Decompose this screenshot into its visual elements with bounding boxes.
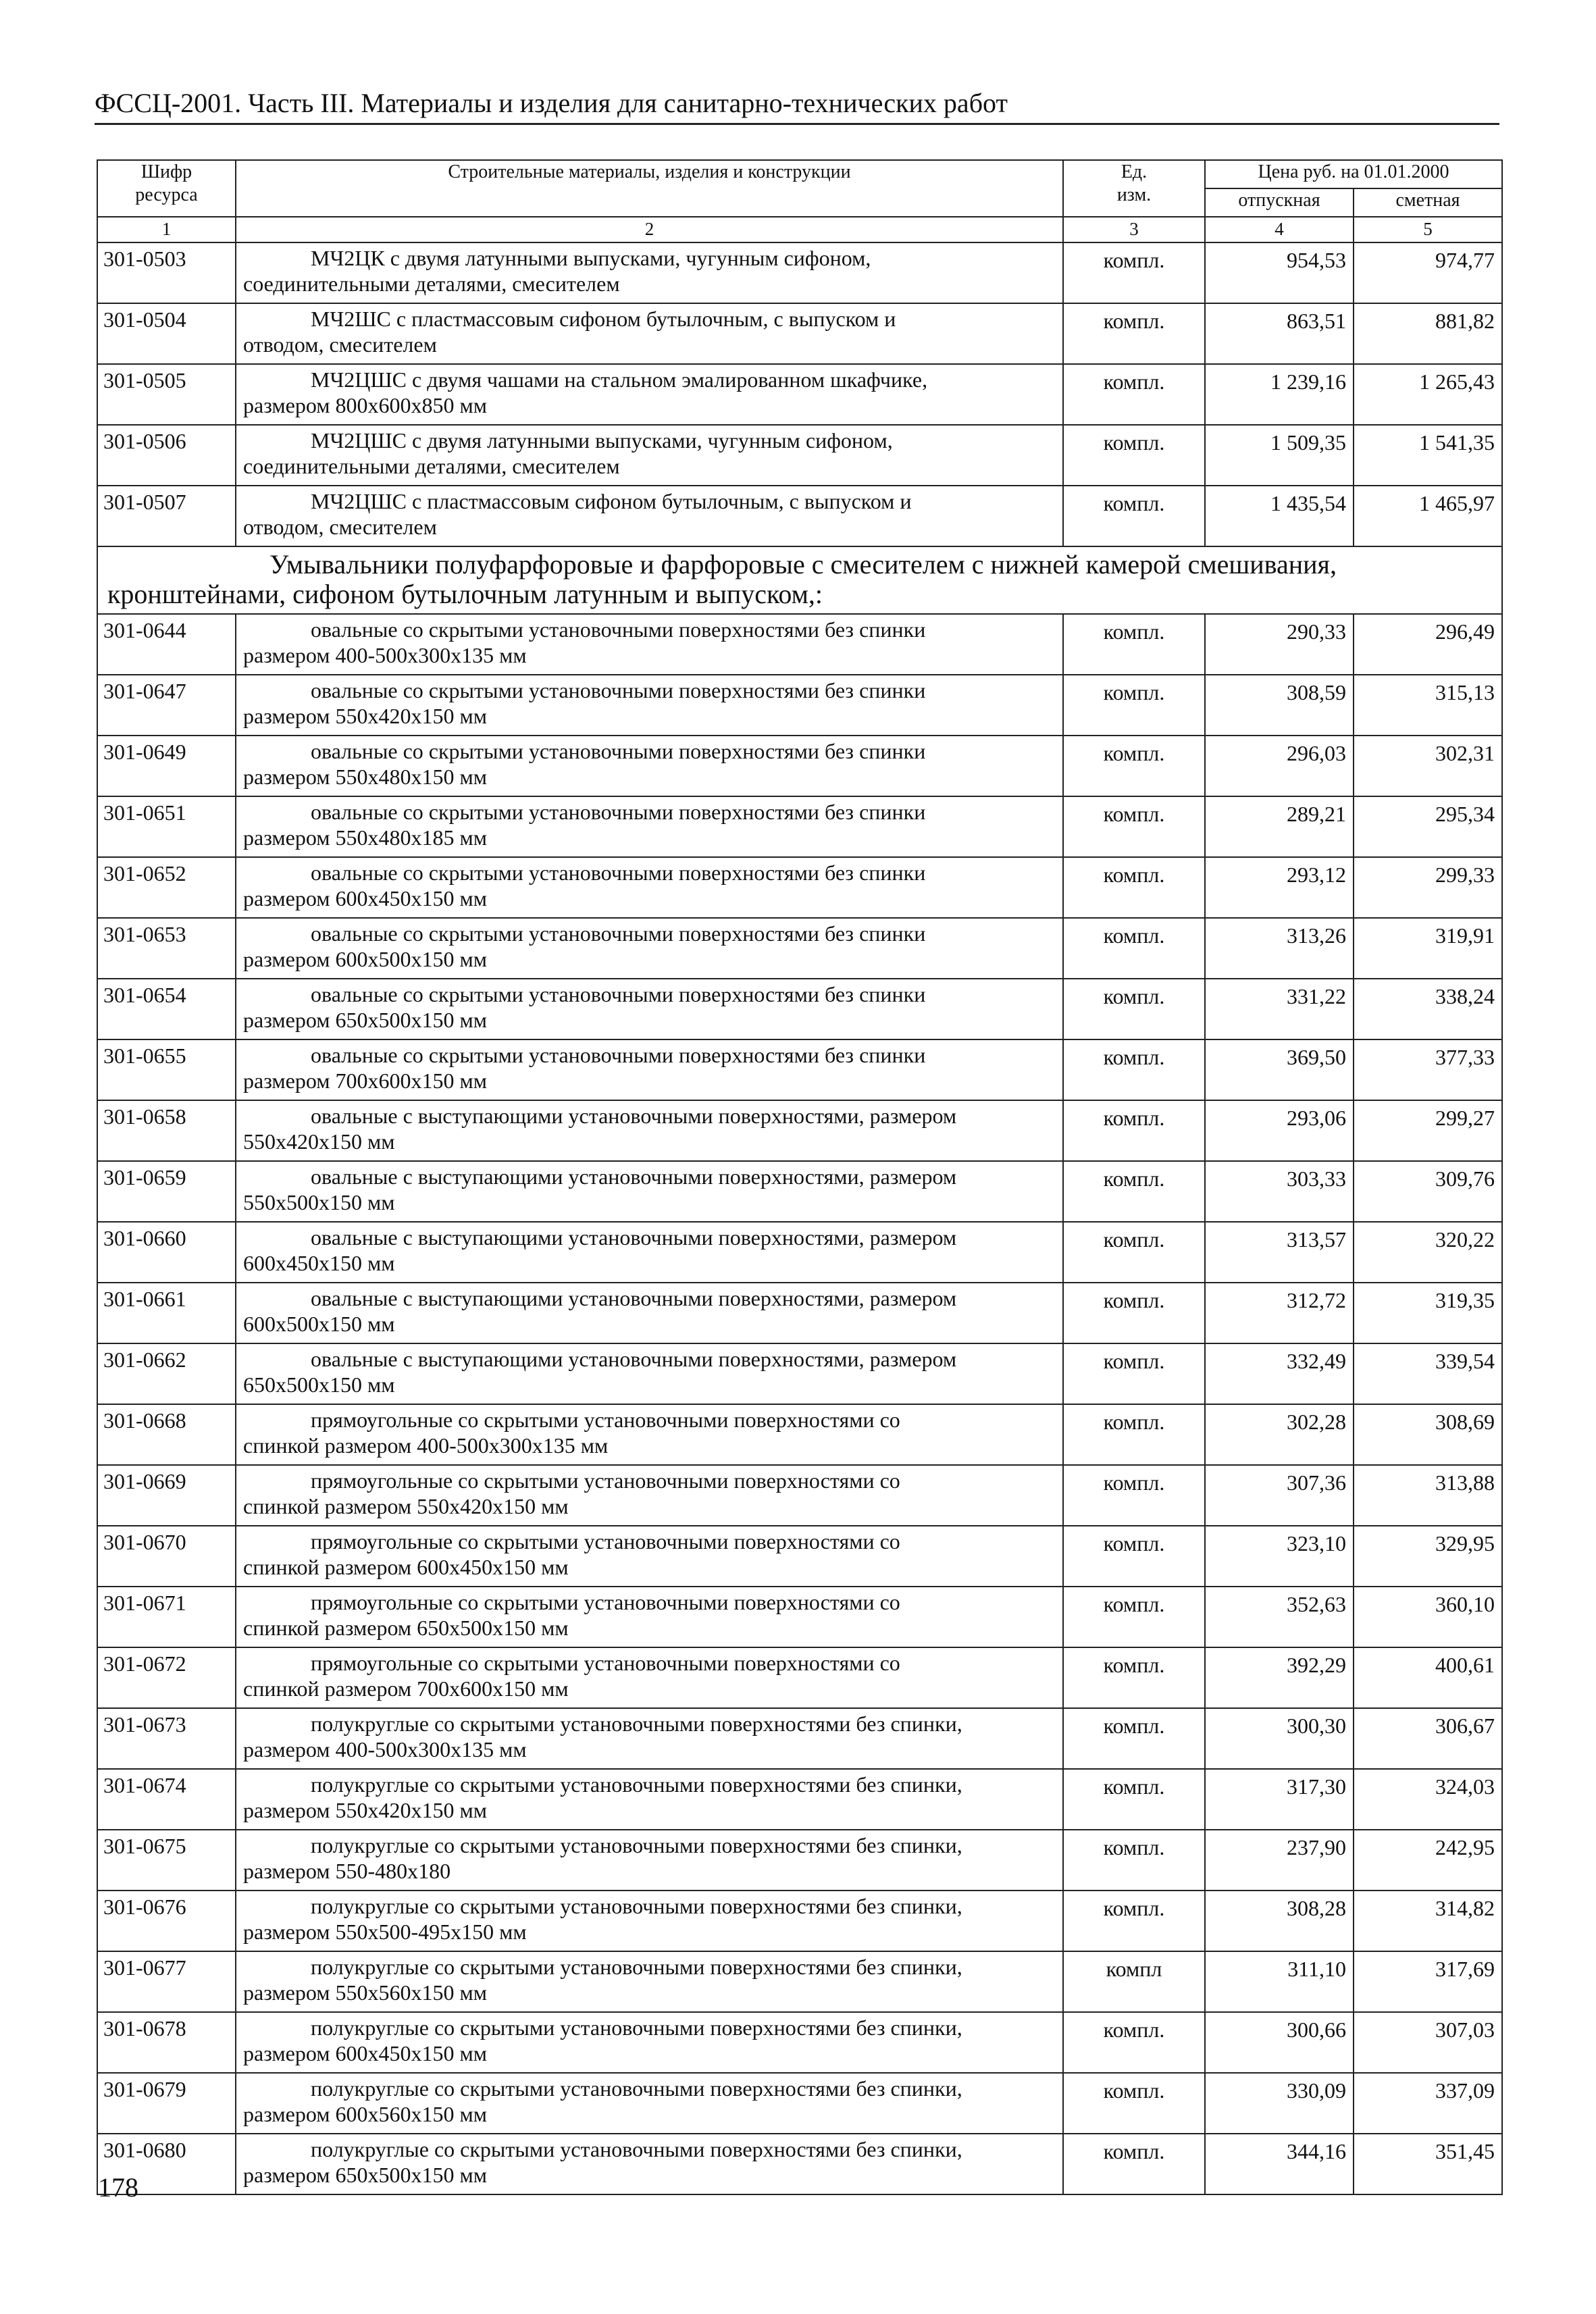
description-line2: размером 550х500-495х150 мм — [243, 1920, 527, 1944]
table-body-after-group — [97, 614, 1502, 2194]
description-line1: прямоугольные со скрытыми установочными поверхностями со — [311, 1529, 900, 1553]
unit-cell: компл. — [1063, 486, 1205, 546]
table-row — [97, 1161, 1502, 1222]
description-line1: овальные со скрытыми установочными поверхностями без спинки — [311, 982, 926, 1006]
release-price-cell: 307,36 — [1205, 1465, 1354, 1526]
resource-code: 301-0671 — [97, 1587, 236, 1647]
estimate-price-cell: 1 265,43 — [1354, 364, 1502, 425]
table-row — [97, 1769, 1502, 1830]
release-price-cell: 330,09 — [1205, 2073, 1354, 2134]
release-price-cell: 1 435,54 — [1205, 486, 1354, 546]
material-description — [236, 1708, 1063, 1769]
table-row — [97, 1951, 1502, 2012]
release-price-cell: 392,29 — [1205, 1647, 1354, 1708]
unit-cell: компл. — [1063, 918, 1205, 979]
resource-code: 301-0651 — [97, 796, 236, 857]
code-header-line2: ресурса — [135, 184, 198, 205]
description-line2: размером 400-500х300х135 мм — [243, 643, 527, 667]
column-number: 4 — [1205, 217, 1354, 242]
estimate-price-cell: 315,13 — [1354, 675, 1502, 736]
release-price-cell: 312,72 — [1205, 1283, 1354, 1343]
estimate-price-cell: 299,27 — [1354, 1100, 1502, 1161]
description-line1: овальные со скрытыми установочными поверхностями без спинки — [311, 617, 926, 642]
material-description — [236, 736, 1063, 796]
page-number: 178 — [98, 2172, 138, 2203]
resource-code: 301-0647 — [97, 675, 236, 736]
release-price-header: отпускная — [1205, 188, 1354, 217]
description-line2: спинкой размером 600х450х150 мм — [243, 1555, 569, 1579]
release-price-cell: 300,66 — [1205, 2012, 1354, 2073]
estimate-price-cell: 320,22 — [1354, 1222, 1502, 1283]
description-line2: соединительными деталями, смесителем — [243, 454, 620, 478]
description-line2: размером 800х600х850 мм — [243, 393, 487, 417]
material-description — [236, 364, 1063, 425]
unit-cell: компл. — [1063, 1647, 1205, 1708]
resource-code: 301-0655 — [97, 1039, 236, 1100]
group-heading-line2: кронштейнами, сифоном бутылочным латунным и выпуском,: — [107, 579, 823, 609]
group-heading-line1: Умывальники полуфарфоровые и фарфоровые с смесителем с нижней камерой смешивания, — [269, 549, 1337, 580]
release-price-cell: 323,10 — [1205, 1526, 1354, 1587]
table-row — [97, 2134, 1502, 2194]
description-line1: овальные с выступающими установочными поверхностями, размером — [311, 1347, 957, 1371]
release-price-cell: 352,63 — [1205, 1587, 1354, 1647]
table-row — [97, 614, 1502, 675]
material-description — [236, 918, 1063, 979]
release-price-cell: 300,30 — [1205, 1708, 1354, 1769]
price-column-header: Цена руб. на 01.01.2000 — [1205, 160, 1502, 188]
unit-cell: компл. — [1063, 1283, 1205, 1343]
estimate-price-cell: 1 541,35 — [1354, 425, 1502, 486]
resource-code: 301-0503 — [97, 242, 236, 303]
resource-code: 301-0649 — [97, 736, 236, 796]
estimate-price-cell: 306,67 — [1354, 1708, 1502, 1769]
table-header-row — [97, 160, 1502, 188]
unit-cell: компл. — [1063, 2073, 1205, 2134]
resource-code: 301-0659 — [97, 1161, 236, 1222]
estimate-price-cell: 319,35 — [1354, 1283, 1502, 1343]
table-row — [97, 1404, 1502, 1465]
resource-code: 301-0662 — [97, 1343, 236, 1404]
unit-header-line1: Ед. — [1121, 161, 1148, 182]
estimate-price-cell: 295,34 — [1354, 796, 1502, 857]
materials-column-header: Строительные материалы, изделия и конструкции — [236, 160, 1063, 217]
unit-cell: компл. — [1063, 2134, 1205, 2194]
release-price-cell: 311,10 — [1205, 1951, 1354, 2012]
description-line2: 600х450х150 мм — [243, 1251, 395, 1275]
unit-cell: компл. — [1063, 1039, 1205, 1100]
table-body-before-group — [97, 242, 1502, 546]
description-line2: размером 700х600х150 мм — [243, 1069, 487, 1093]
description-line1: полукруглые со скрытыми установочными поверхностями без спинки, — [311, 1955, 962, 1979]
release-price-cell: 954,53 — [1205, 242, 1354, 303]
estimate-price-cell: 309,76 — [1354, 1161, 1502, 1222]
unit-cell: компл. — [1063, 2012, 1205, 2073]
material-description — [236, 857, 1063, 918]
column-number: 2 — [236, 217, 1063, 242]
estimate-price-cell: 296,49 — [1354, 614, 1502, 675]
description-line1: овальные со скрытыми установочными поверхностями без спинки — [311, 800, 926, 824]
material-description — [236, 1891, 1063, 1951]
release-price-cell: 863,51 — [1205, 303, 1354, 364]
material-description — [236, 1526, 1063, 1587]
unit-cell: компл. — [1063, 979, 1205, 1039]
description-line2: размером 550х420х150 мм — [243, 1798, 487, 1822]
table-row — [97, 486, 1502, 546]
description-line1: полукруглые со скрытыми установочными поверхностями без спинки, — [311, 2015, 962, 2040]
table-row — [97, 1465, 1502, 1526]
description-line2: размером 600х500х150 мм — [243, 947, 487, 971]
material-description — [236, 1283, 1063, 1343]
material-description — [236, 1100, 1063, 1161]
unit-cell: компл. — [1063, 675, 1205, 736]
resource-code: 301-0507 — [97, 486, 236, 546]
table-group-section — [97, 546, 1502, 614]
table-row — [97, 1830, 1502, 1891]
resource-code: 301-0658 — [97, 1100, 236, 1161]
release-price-cell: 308,59 — [1205, 675, 1354, 736]
table-row — [97, 1891, 1502, 1951]
unit-cell: компл. — [1063, 425, 1205, 486]
description-line1: овальные с выступающими установочными поверхностями, размером — [311, 1286, 957, 1310]
release-price-cell: 293,12 — [1205, 857, 1354, 918]
release-price-cell: 308,28 — [1205, 1891, 1354, 1951]
table-row — [97, 1587, 1502, 1647]
resource-code: 301-0660 — [97, 1222, 236, 1283]
estimate-price-cell: 242,95 — [1354, 1830, 1502, 1891]
description-line2: 550х420х150 мм — [243, 1129, 395, 1154]
material-description — [236, 2134, 1063, 2194]
unit-cell: компл. — [1063, 303, 1205, 364]
material-description — [236, 1951, 1063, 2012]
unit-cell: компл. — [1063, 1708, 1205, 1769]
column-number: 3 — [1063, 217, 1205, 242]
description-line2: размером 550х480х150 мм — [243, 765, 487, 789]
table-row — [97, 364, 1502, 425]
description-line2: размером 650х500х150 мм — [243, 1008, 487, 1032]
code-column-header — [97, 160, 236, 217]
estimate-price-cell: 338,24 — [1354, 979, 1502, 1039]
description-line1: прямоугольные со скрытыми установочными поверхностями со — [311, 1468, 900, 1493]
table-row — [97, 303, 1502, 364]
description-line1: полукруглые со скрытыми установочными поверхностями без спинки, — [311, 1894, 962, 1918]
release-price-cell: 317,30 — [1205, 1769, 1354, 1830]
estimate-price-header: сметная — [1354, 188, 1502, 217]
estimate-price-cell: 377,33 — [1354, 1039, 1502, 1100]
release-price-cell: 369,50 — [1205, 1039, 1354, 1100]
resource-code: 301-0677 — [97, 1951, 236, 2012]
table-row — [97, 675, 1502, 736]
description-line1: прямоугольные со скрытыми установочными поверхностями со — [311, 1651, 900, 1675]
description-line1: овальные со скрытыми установочными поверхностями без спинки — [311, 1043, 926, 1067]
unit-cell: компл. — [1063, 1526, 1205, 1587]
description-line1: МЧ2ЦШС с двумя чашами на стальном эмалированном шкафчике, — [311, 367, 928, 392]
page-header: ФССЦ-2001. Часть III. Материалы и изделия для санитарно-технических работ — [95, 86, 1499, 125]
column-number: 5 — [1354, 217, 1502, 242]
estimate-price-cell: 302,31 — [1354, 736, 1502, 796]
description-line2: 650х500х150 мм — [243, 1372, 395, 1397]
description-line2: отводом, смесителем — [243, 332, 437, 357]
resource-code: 301-0652 — [97, 857, 236, 918]
estimate-price-cell: 299,33 — [1354, 857, 1502, 918]
material-description — [236, 486, 1063, 546]
material-description — [236, 1769, 1063, 1830]
estimate-price-cell: 313,88 — [1354, 1465, 1502, 1526]
estimate-price-cell: 337,09 — [1354, 2073, 1502, 2134]
resource-code: 301-0504 — [97, 303, 236, 364]
table-row — [97, 1222, 1502, 1283]
table-row — [97, 1039, 1502, 1100]
description-line2: спинкой размером 700х600х150 мм — [243, 1676, 569, 1701]
description-line2: размером 550х560х150 мм — [243, 1980, 487, 2005]
description-line2: размером 550х480х185 мм — [243, 825, 487, 850]
release-price-cell: 331,22 — [1205, 979, 1354, 1039]
resource-code: 301-0653 — [97, 918, 236, 979]
unit-cell: компл. — [1063, 857, 1205, 918]
description-line1: МЧ2ЦШС с двумя латунными выпусками, чугунным сифоном, — [311, 428, 893, 453]
description-line1: полукруглые со скрытыми установочными поверхностями без спинки, — [311, 2076, 962, 2101]
release-price-cell: 290,33 — [1205, 614, 1354, 675]
estimate-price-cell: 329,95 — [1354, 1526, 1502, 1587]
material-description — [236, 1587, 1063, 1647]
description-line1: овальные с выступающими установочными поверхностями, размером — [311, 1104, 957, 1128]
table-row — [97, 2073, 1502, 2134]
description-line2: отводом, смесителем — [243, 515, 437, 539]
estimate-price-cell: 351,45 — [1354, 2134, 1502, 2194]
description-line1: овальные со скрытыми установочными поверхностями без спинки — [311, 678, 926, 702]
table-row — [97, 918, 1502, 979]
release-price-cell: 313,57 — [1205, 1222, 1354, 1283]
estimate-price-cell: 1 465,97 — [1354, 486, 1502, 546]
estimate-price-cell: 314,82 — [1354, 1891, 1502, 1951]
description-line1: прямоугольные со скрытыми установочными поверхностями со — [311, 1408, 900, 1432]
estimate-price-cell: 319,91 — [1354, 918, 1502, 979]
description-line1: прямоугольные со скрытыми установочными поверхностями со — [311, 1590, 900, 1614]
description-line2: размером 650х500х150 мм — [243, 2163, 487, 2187]
unit-cell: компл. — [1063, 364, 1205, 425]
material-description — [236, 675, 1063, 736]
description-line2: размером 400-500х300х135 мм — [243, 1737, 527, 1762]
resource-code: 301-0668 — [97, 1404, 236, 1465]
material-description — [236, 1161, 1063, 1222]
description-line2: размером 550-480х180 — [243, 1859, 451, 1883]
description-line2: размером 600х560х150 мм — [243, 2102, 487, 2126]
unit-cell: компл. — [1063, 1404, 1205, 1465]
description-line2: размером 600х450х150 мм — [243, 886, 487, 910]
resource-code: 301-0675 — [97, 1830, 236, 1891]
estimate-price-cell: 317,69 — [1354, 1951, 1502, 2012]
material-description — [236, 2073, 1063, 2134]
description-line1: овальные с выступающими установочными поверхностями, размером — [311, 1225, 957, 1250]
description-line1: полукруглые со скрытыми установочными поверхностями без спинки, — [311, 1833, 962, 1857]
table-row — [97, 242, 1502, 303]
release-price-cell: 302,28 — [1205, 1404, 1354, 1465]
unit-cell: компл. — [1063, 736, 1205, 796]
resource-code: 301-0678 — [97, 2012, 236, 2073]
unit-cell: компл. — [1063, 614, 1205, 675]
table-row — [97, 1526, 1502, 1587]
material-description — [236, 425, 1063, 486]
column-number-row — [97, 217, 1502, 242]
unit-cell: компл — [1063, 1951, 1205, 2012]
material-description — [236, 1830, 1063, 1891]
column-number: 1 — [97, 217, 236, 242]
group-heading-row — [97, 546, 1502, 614]
material-description — [236, 303, 1063, 364]
material-description — [236, 1404, 1063, 1465]
group-heading — [97, 546, 1502, 614]
resource-code: 301-0670 — [97, 1526, 236, 1587]
release-price-cell: 344,16 — [1205, 2134, 1354, 2194]
release-price-cell: 303,33 — [1205, 1161, 1354, 1222]
material-description — [236, 979, 1063, 1039]
release-price-cell: 296,03 — [1205, 736, 1354, 796]
unit-cell: компл. — [1063, 796, 1205, 857]
description-line2: спинкой размером 550х420х150 мм — [243, 1494, 569, 1518]
price-table — [97, 159, 1503, 2195]
table-row — [97, 425, 1502, 486]
estimate-price-cell: 974,77 — [1354, 242, 1502, 303]
resource-code: 301-0679 — [97, 2073, 236, 2134]
material-description — [236, 1222, 1063, 1283]
release-price-cell: 332,49 — [1205, 1343, 1354, 1404]
resource-code: 301-0680 — [97, 2134, 236, 2194]
material-description — [236, 1039, 1063, 1100]
description-line2: размером 550х420х150 мм — [243, 704, 487, 728]
unit-cell: компл. — [1063, 1587, 1205, 1647]
description-line1: овальные со скрытыми установочными поверхностями без спинки — [311, 739, 926, 763]
unit-cell: компл. — [1063, 1100, 1205, 1161]
unit-cell: компл. — [1063, 1830, 1205, 1891]
description-line2: 550х500х150 мм — [243, 1190, 395, 1214]
table-row — [97, 1647, 1502, 1708]
description-line1: овальные со скрытыми установочными поверхностями без спинки — [311, 921, 926, 946]
resource-code: 301-0661 — [97, 1283, 236, 1343]
unit-cell: компл. — [1063, 242, 1205, 303]
release-price-cell: 313,26 — [1205, 918, 1354, 979]
description-line1: полукруглые со скрытыми установочными поверхностями без спинки, — [311, 2137, 962, 2161]
material-description — [236, 242, 1063, 303]
unit-cell: компл. — [1063, 1161, 1205, 1222]
resource-code: 301-0654 — [97, 979, 236, 1039]
description-line1: МЧ2ЦК с двумя латунными выпусками, чугунным сифоном, — [311, 246, 871, 270]
estimate-price-cell: 324,03 — [1354, 1769, 1502, 1830]
table-row — [97, 857, 1502, 918]
description-line1: полукруглые со скрытыми установочными поверхностями без спинки, — [311, 1712, 962, 1736]
table-row — [97, 979, 1502, 1039]
table-row — [97, 2012, 1502, 2073]
estimate-price-cell: 308,69 — [1354, 1404, 1502, 1465]
material-description — [236, 796, 1063, 857]
estimate-price-cell: 881,82 — [1354, 303, 1502, 364]
description-line1: МЧ2ЦШС с пластмассовым сифоном бутылочным, с выпуском и — [311, 489, 912, 513]
unit-cell: компл. — [1063, 1769, 1205, 1830]
description-line2: размером 600х450х150 мм — [243, 2041, 487, 2065]
unit-cell: компл. — [1063, 1343, 1205, 1404]
material-description — [236, 1343, 1063, 1404]
release-price-cell: 1 509,35 — [1205, 425, 1354, 486]
unit-column-header — [1063, 160, 1205, 217]
table-row — [97, 1100, 1502, 1161]
table-row — [97, 736, 1502, 796]
resource-code: 301-0673 — [97, 1708, 236, 1769]
unit-cell: компл. — [1063, 1465, 1205, 1526]
release-price-cell: 1 239,16 — [1205, 364, 1354, 425]
description-line2: 600х500х150 мм — [243, 1312, 395, 1336]
resource-code: 301-0672 — [97, 1647, 236, 1708]
table-row — [97, 1283, 1502, 1343]
resource-code: 301-0506 — [97, 425, 236, 486]
estimate-price-cell: 360,10 — [1354, 1587, 1502, 1647]
release-price-cell: 289,21 — [1205, 796, 1354, 857]
table-row — [97, 1343, 1502, 1404]
unit-cell: компл. — [1063, 1891, 1205, 1951]
table-row — [97, 1708, 1502, 1769]
resource-code: 301-0644 — [97, 614, 236, 675]
unit-header-line2: изм. — [1116, 184, 1152, 205]
description-line2: спинкой размером 400-500х300х135 мм — [243, 1433, 609, 1458]
resource-code: 301-0505 — [97, 364, 236, 425]
description-line2: спинкой размером 650х500х150 мм — [243, 1616, 569, 1640]
release-price-cell: 293,06 — [1205, 1100, 1354, 1161]
resource-code: 301-0676 — [97, 1891, 236, 1951]
estimate-price-cell: 339,54 — [1354, 1343, 1502, 1404]
material-description — [236, 614, 1063, 675]
material-description — [236, 1647, 1063, 1708]
estimate-price-cell: 400,61 — [1354, 1647, 1502, 1708]
material-description — [236, 2012, 1063, 2073]
release-price-cell: 237,90 — [1205, 1830, 1354, 1891]
unit-cell: компл. — [1063, 1222, 1205, 1283]
description-line1: овальные с выступающими установочными поверхностями, размером — [311, 1164, 957, 1189]
description-line1: полукруглые со скрытыми установочными поверхностями без спинки, — [311, 1772, 962, 1797]
code-header-line1: Шифр — [140, 161, 192, 182]
table-row — [97, 796, 1502, 857]
description-line2: соединительными деталями, смесителем — [243, 272, 620, 296]
description-line1: МЧ2ШС с пластмассовым сифоном бутылочным, с выпуском и — [311, 307, 896, 331]
resource-code: 301-0674 — [97, 1769, 236, 1830]
description-line1: овальные со скрытыми установочными поверхностями без спинки — [311, 860, 926, 885]
estimate-price-cell: 307,03 — [1354, 2012, 1502, 2073]
resource-code: 301-0669 — [97, 1465, 236, 1526]
material-description — [236, 1465, 1063, 1526]
